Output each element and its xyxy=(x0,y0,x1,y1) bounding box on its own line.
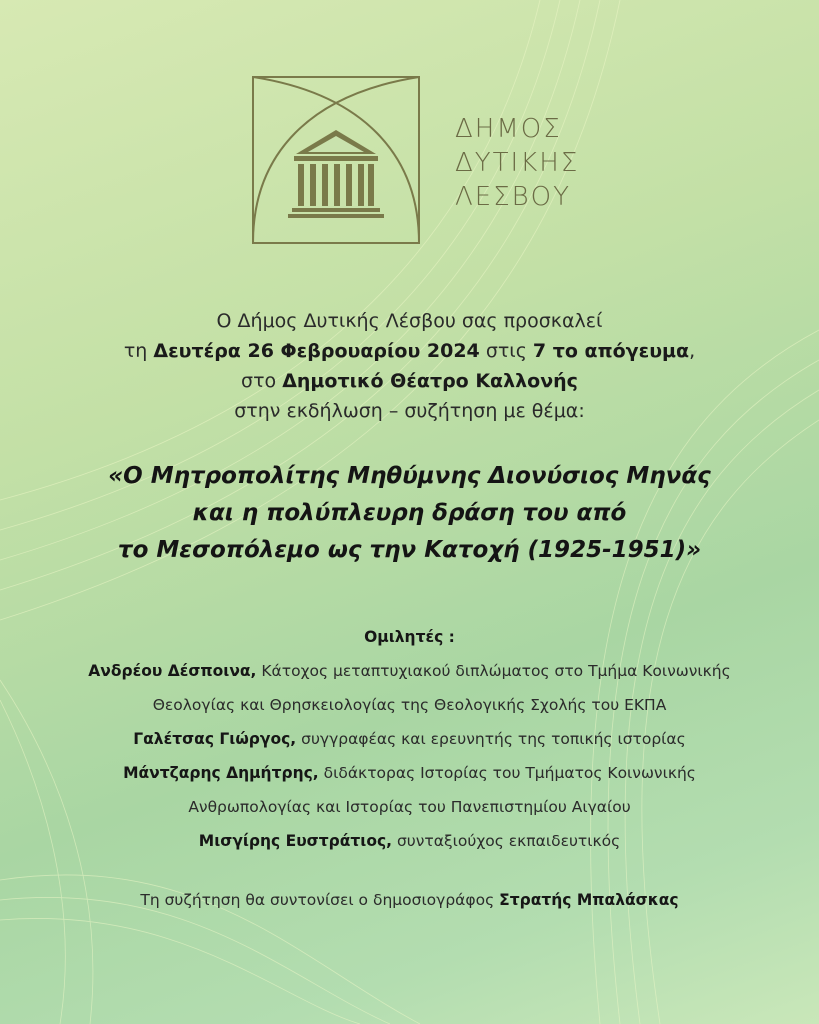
title-line-3: το Μεσοπόλεμο ως την Κατοχή (1925-1951)» xyxy=(117,537,702,563)
speaker-1-description-cont: Θεολογίας και Θρησκειολογίας της Θεολογικής Σχολής του ΕΚΠΑ xyxy=(152,696,667,714)
intro-line-4: στην εκδήλωση – συζήτηση με θέμα: xyxy=(234,400,585,422)
speaker-2 xyxy=(40,722,779,756)
speakers-section xyxy=(40,620,779,858)
intro-line-3-prefix: στο xyxy=(241,370,283,392)
speaker-4 xyxy=(40,824,779,858)
speaker-description: Κάτοχος μεταπτυχιακού διπλώματος στο Τμήμα Κοινωνικής xyxy=(256,662,731,680)
event-date: Δευτέρα 26 Φεβρουαρίου 2024 xyxy=(153,340,480,362)
intro-line-2 xyxy=(0,336,819,366)
municipality-logo-emblem xyxy=(250,74,422,246)
speaker-description: συνταξιούχος εκπαιδευτικός xyxy=(392,832,621,850)
event-venue: Δημοτικό Θέατρο Καλλονής xyxy=(282,370,578,392)
speaker-name: Μισγίρης Ευστράτιος, xyxy=(198,832,393,850)
moderator-line xyxy=(0,888,819,912)
speaker-3-description-cont: Ανθρωπολογίας και Ιστορίας του Πανεπιστημίου Αιγαίου xyxy=(188,798,631,816)
intro-line-1: Ο Δήμος Δυτικής Λέσβου σας προσκαλεί xyxy=(216,310,603,332)
title-line-1: «Ο Μητροπολίτης Μηθύμνης Διονύσιος Μηνάς xyxy=(108,463,711,489)
speaker-name: Ανδρέου Δέσποινα, xyxy=(88,662,257,680)
moderator-text: Τη συζήτηση θα συντονίσει ο δημοσιογράφος xyxy=(140,891,500,909)
intro-line-2-suffix: , xyxy=(689,340,696,362)
speaker-name: Μάντζαρης Δημήτρης, xyxy=(123,764,319,782)
logo-line-1: ΔΗΜΟΣ xyxy=(455,114,562,144)
speakers-heading: Ομιλητές : xyxy=(364,628,455,646)
event-title xyxy=(0,458,819,569)
intro-line-2-mid: στις xyxy=(479,340,533,362)
logo-line-3: ΛΕΣΒΟΥ xyxy=(455,182,572,212)
speaker-1 xyxy=(40,654,779,688)
municipality-logo-text xyxy=(455,112,655,214)
logo-line-2: ΔΥΤΙΚΗΣ xyxy=(455,148,580,178)
speaker-3 xyxy=(40,756,779,790)
speaker-name: Γαλέτσας Γιώργος, xyxy=(133,730,297,748)
intro-line-3 xyxy=(0,366,819,396)
speaker-description: συγγραφέας και ερευνητής της τοπικής ιστορίας xyxy=(296,730,686,748)
event-time: 7 το απόγευμα xyxy=(532,340,690,362)
title-line-2: και η πολύπλευρη δράση του από xyxy=(192,500,627,526)
intro-line-2-prefix: τη xyxy=(123,340,154,362)
invitation-intro xyxy=(0,306,819,426)
speaker-description: διδάκτορας Ιστορίας του Τμήματος Κοινωνικής xyxy=(318,764,696,782)
moderator-name: Στρατής Μπαλάσκας xyxy=(499,891,679,909)
